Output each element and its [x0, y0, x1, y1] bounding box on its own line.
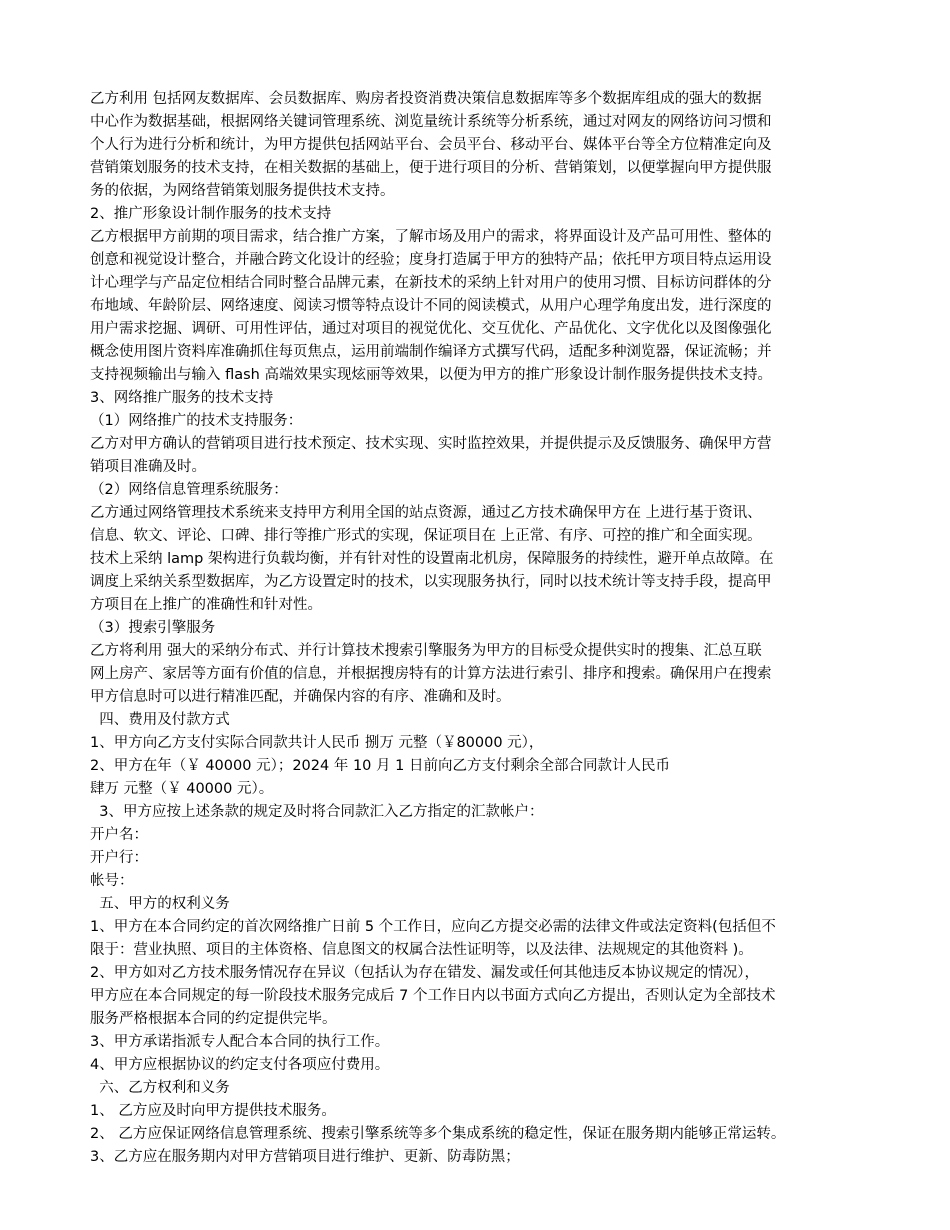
text-line: 1、甲方向乙方支付实际合同款共计人民币 捌万 元整（￥80000 元）， — [90, 735, 544, 751]
text-line: 五、甲方的权利义务 — [90, 896, 230, 912]
text-line: 1、甲方在本合同约定的首次网络推广日前 5 个工作日，应向乙方提交必需的法律文件或法定资料(包括但不 — [90, 919, 776, 935]
text-line: 3、乙方应在服务期内对甲方营销项目进行维护、更新、防毒防黑； — [90, 1149, 520, 1165]
text-line: 乙方将利用 强大的采纳分布式、并行计算技术搜索引擎服务为甲方的目标受众提供实时的搜集、汇总互联 — [90, 643, 762, 659]
text-line: 开户名： — [90, 827, 148, 843]
text-line: 乙方根据甲方前期的项目需求，结合推广方案，了解市场及用户的需求，将界面设计及产品可用性、整体的 — [90, 229, 772, 245]
text-line: 甲方信息时可以进行精准匹配，并确保内容的有序、准确和及时。 — [90, 689, 511, 705]
text-line: 中心作为数据基础，根据网络关键词管理系统、浏览量统计系统等分析系统，通过对网友的网络访问习惯和 — [90, 114, 772, 130]
text-line: 个人行为进行分析和统计，为甲方提供包括网站平台、会员平台、移动平台、媒体平台等全方位精准定向及 — [90, 137, 772, 153]
text-line: 技术上采纳 lamp 架构进行负载均衡，并有针对性的设置南北机房，保障服务的持续性，避开单点故障。在 — [90, 551, 774, 567]
text-line: 布地域、年龄阶层、网络速度、阅读习惯等特点设计不同的阅读模式，从用户心理学角度出发，进行深度的 — [90, 298, 772, 314]
text-line: 4、甲方应根据协议的约定支付各项应付费用。 — [90, 1057, 390, 1073]
text-line: 方项目在上推广的准确性和针对性。 — [90, 597, 322, 613]
text-line: 乙方利用 包括网友数据库、会员数据库、购房者投资消费决策信息数据库等多个数据库组成的强大的数据 — [90, 91, 762, 107]
text-line: 限于：营业执照、项目的主体资格、信息图文的权属合法性证明等，以及法律、法规规定的其他资料 )。 — [90, 942, 753, 958]
text-line: 3、网络推广服务的技术支持 — [90, 390, 274, 406]
text-line: 1、 乙方应及时向甲方提供技术服务。 — [90, 1103, 336, 1119]
text-line: （1）网络推广的技术支持服务： — [90, 413, 303, 429]
text-line: 乙方对甲方确认的营销项目进行技术预定、技术实现、实时监控效果，并提供提示及反馈服务、确保甲方营 — [90, 436, 772, 452]
text-line: 务的依据，为网络营销策划服务提供技术支持。 — [90, 183, 395, 199]
text-line: （3）搜索引擎服务 — [90, 620, 216, 636]
text-line: 六、乙方权利和义务 — [90, 1080, 230, 1096]
text-line: 网上房产、家居等方面有价值的信息，并根据搜房特有的计算方法进行索引、排序和搜索。确保用户在搜索 — [90, 666, 772, 682]
contract-document — [90, 88, 880, 1169]
text-line: 3、甲方承诺指派专人配合本合同的执行工作。 — [90, 1034, 390, 1050]
text-line: 服务严格根据本合同的约定提供完毕。 — [90, 1011, 337, 1027]
text-line: 调度上采纳关系型数据库，为乙方设置定时的技术，以实现服务执行，同时以技术统计等支持手段，提高甲 — [90, 574, 772, 590]
text-line: 乙方通过网络管理技术系统来支持甲方利用全国的站点资源，通过乙方技术确保甲方在 上进行基于资讯、 — [90, 505, 762, 521]
text-line: 2、甲方如对乙方技术服务情况存在异议（包括认为存在错发、漏发或任何其他违反本协议规定的情况）， — [90, 965, 759, 981]
text-line: 创意和视觉设计整合，并融合跨文化设计的经验；度身打造属于甲方的独特产品；依托甲方项目特点运用设 — [90, 252, 772, 268]
text-line: 支持视频输出与输入 flash 高端效果实现炫丽等效果，以便为甲方的推广形象设计制作服务提供技术支持。 — [90, 367, 772, 383]
text-line: 概念使用图片资料库准确抓住每页焦点，运用前端制作编译方式撰写代码，适配多种浏览器，保证流畅；并 — [90, 344, 772, 360]
text-line: 2、推广形象设计制作服务的技术支持 — [90, 206, 332, 222]
text-line: 销项目准确及时。 — [90, 459, 206, 475]
text-line: 3、甲方应按上述条款的规定及时将合同款汇入乙方指定的汇款帐户： — [90, 804, 544, 820]
text-line: 营销策划服务的技术支持，在相关数据的基础上，便于进行项目的分析、营销策划，以便掌握向甲方提供服 — [90, 160, 772, 176]
text-line: 肆万 元整（￥ 40000 元）。 — [90, 781, 274, 797]
text-line: 四、费用及付款方式 — [90, 712, 230, 728]
text-line: 信息、软文、评论、口碑、排行等推广形式的实现，保证项目在 上正常、有序、可控的推广和全面实现。 — [90, 528, 762, 544]
text-line: （2）网络信息管理系统服务： — [90, 482, 288, 498]
text-line: 甲方应在本合同规定的每一阶段技术服务完成后 7 个工作日内以书面方式向乙方提出，否则认定为全部技术 — [90, 988, 776, 1004]
text-line: 用户需求挖掘、调研、可用性评估，通过对项目的视觉优化、交互优化、产品优化、文字优化以及图像强化 — [90, 321, 772, 337]
text-line: 计心理学与产品定位相结合同时整合品牌元素，在新技术的采纳上针对用户的使用习惯、目标访问群体的分 — [90, 275, 772, 291]
text-line: 帐号： — [90, 873, 134, 889]
text-line: 2、 乙方应保证网络信息管理系统、搜索引擎系统等多个集成系统的稳定性，保证在服务期内能够正常运转。 — [90, 1126, 786, 1142]
text-line: 2、甲方在年（￥ 40000 元）；2024 年 10 月 1 日前向乙方支付剩余全部合同款计人民币 — [90, 758, 670, 774]
text-line: 开户行： — [90, 850, 148, 866]
